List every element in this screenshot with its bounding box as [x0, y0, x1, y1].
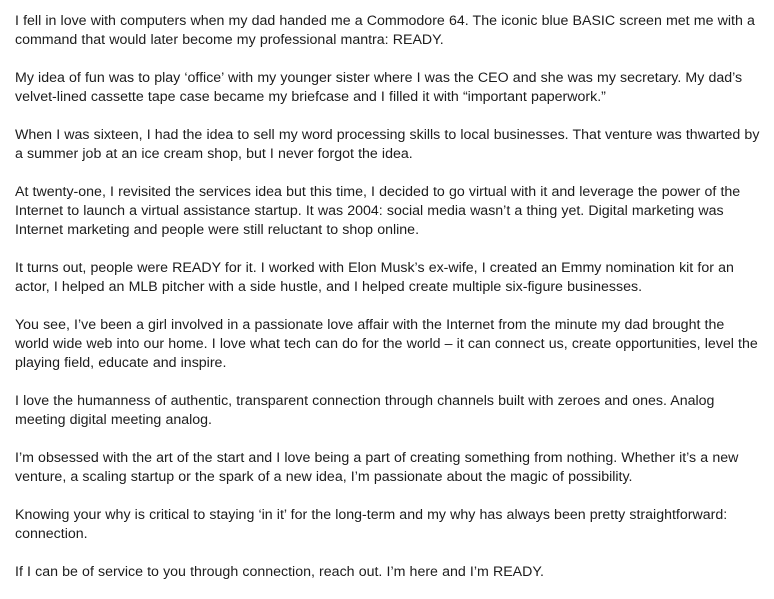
paragraph-humanness: I love the humanness of authentic, transparent connection through channels built with zeroes and ones. Analog meeting digital meeting analog.	[15, 393, 715, 428]
paragraph-reach-out: If I can be of service to you through connection, reach out. I’m here and I’m READY.	[15, 564, 544, 580]
paragraph-ready: It turns out, people were READY for it. I worked with Elon Musk’s ex-wife, I created an Emmy nomination kit for an actor, I helped an MLB pitcher with a side hustle, and I helped create multiple six-figure businesses.	[15, 260, 734, 295]
paragraph-office-play: My idea of fun was to play ‘office’ with my younger sister where I was the CEO and she was my secretary. My dad’s velvet-lined cassette tape case became my briefcase and I filled it with “important paperwork.”	[15, 70, 743, 105]
paragraph-twenty-one: At twenty-one, I revisited the services idea but this time, I decided to go virtual with it and leverage the power of the Internet to launch a virtual assistance startup. It was 2004: social media wasn’t a thing yet. Digital marketing was Internet marketing and people were still reluctant to shop online.	[15, 184, 741, 238]
paragraph-your-why: Knowing your why is critical to staying ‘in it’ for the long-term and my why has always been pretty straightforward: connection.	[15, 507, 728, 542]
paragraph-art-of-start: I’m obsessed with the art of the start and I love being a part of creating something from nothing. Whether it’s a new venture, a scaling startup or the spark of a new idea, I’m passionate about the magic of possibility.	[15, 450, 739, 485]
paragraph-love-affair: You see, I’ve been a girl involved in a passionate love affair with the Internet from the minute my dad brought the world wide web into our home. I love what tech can do for the world – it can connect us, create opportunities, level the playing field, educate and inspire.	[15, 317, 758, 371]
paragraph-commodore: I fell in love with computers when my dad handed me a Commodore 64. The iconic blue BASIC screen met me with a command that would later become my professional mantra: READY.	[15, 13, 755, 48]
paragraph-sixteen: When I was sixteen, I had the idea to sell my word processing skills to local businesses. That venture was thwarted by a summer job at an ice cream shop, but I never forgot the idea.	[15, 127, 760, 162]
